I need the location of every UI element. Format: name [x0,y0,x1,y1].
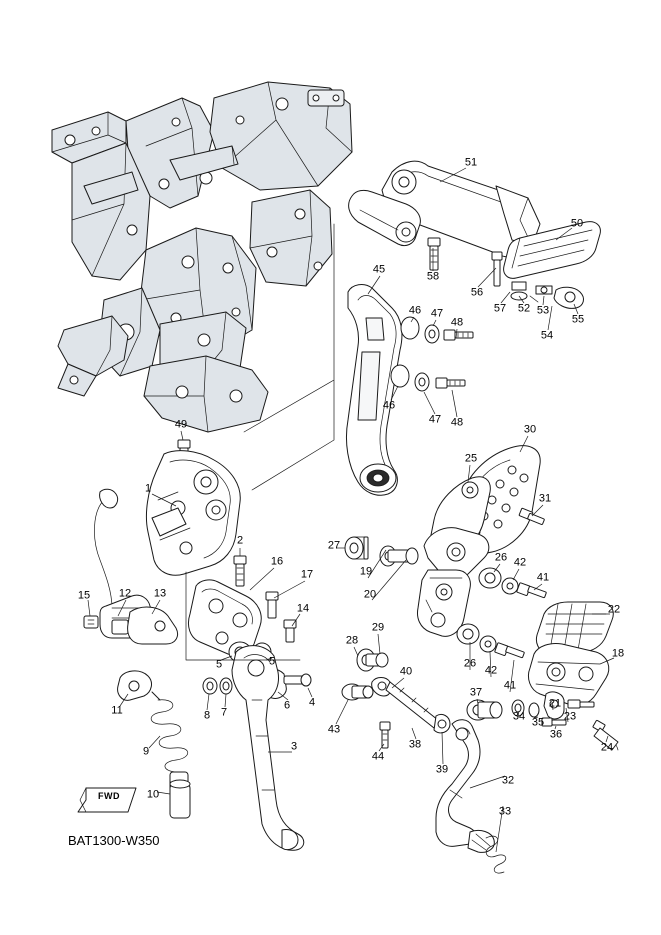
callout-number: 38 [408,738,422,751]
callout-number: 3 [290,740,298,753]
callout-number: 19 [359,565,373,578]
callout-number: 11 [111,704,123,717]
hardware-26-42-41-lower [457,624,524,658]
fwd-direction-label: FWD [98,791,120,801]
frame-assembly [52,82,352,432]
callout-number: 6 [283,699,291,712]
callout-number: 51 [464,156,478,169]
callout-number: 48 [450,416,464,429]
callout-number: 45 [372,263,386,276]
part-25-rider-bracket [418,477,491,637]
callout-number: 7 [220,706,228,719]
part-2-bolt [234,556,246,586]
callout-number: 5 [268,655,276,668]
callout-number: 17 [300,568,314,581]
callout-number: 14 [296,602,310,615]
callout-number: 24 [600,741,614,754]
callout-number: 46 [408,304,422,317]
callout-number: 36 [549,728,563,741]
callout-number: 40 [399,665,413,678]
callout-number: 41 [503,679,517,692]
callout-number: 57 [493,302,507,315]
callout-number: 10 [146,788,160,801]
callout-number: 9 [142,745,150,758]
part-45-bracket [346,285,401,496]
callout-number: 25 [464,452,478,465]
callout-number: 50 [570,217,584,230]
callout-number: 39 [435,763,449,776]
callout-number: 5 [215,658,223,671]
callout-number: 8 [203,709,211,722]
callout-number: 55 [571,313,585,326]
callout-number: 12 [118,587,132,600]
hardware-46-47-48-lower [391,365,465,391]
callout-number: 13 [153,587,167,600]
callout-number: 58 [426,270,440,283]
callout-number: 28 [345,634,359,647]
callout-number: 21 [548,697,562,710]
callout-number: 44 [371,750,385,763]
callout-number: 26 [494,551,508,564]
callout-number: 15 [77,589,91,602]
callout-number: 56 [470,286,484,299]
part-18-footrest-holder [528,643,618,750]
callout-number: 47 [430,307,444,320]
callout-number: 27 [327,539,341,552]
callout-number: 49 [174,418,188,431]
callout-number: 46 [382,399,396,412]
callout-number: 16 [270,555,284,568]
callout-number: 54 [540,329,554,342]
part-code-label: BAT1300-W350 [68,833,160,848]
callout-number: 33 [498,805,512,818]
callout-number: 48 [450,316,464,329]
callout-number: 35 [531,716,545,729]
callout-number: 42 [484,664,498,677]
callout-number: 31 [538,492,552,505]
callout-number: 32 [501,774,515,787]
brake-rod-assembly [342,678,450,749]
callout-number: 18 [611,647,625,660]
callout-number: 47 [428,413,442,426]
part-32-brake-pedal [436,720,506,873]
callout-number: 1 [144,482,152,495]
callout-number: 23 [563,710,577,723]
callout-number: 22 [607,603,621,616]
callout-number: 2 [236,534,244,547]
callout-number: 29 [371,621,385,634]
callout-number: 41 [536,571,550,584]
part-58-bolt [428,238,440,270]
callout-number: 30 [523,423,537,436]
callout-number: 53 [536,304,550,317]
callout-number: 37 [469,686,483,699]
callout-number: 26 [463,657,477,670]
callout-number: 52 [517,302,531,315]
callout-number: 43 [327,723,341,736]
callout-number: 42 [513,556,527,569]
callout-number: 4 [308,696,316,709]
part-10-rubber-stopper [170,780,190,818]
callout-number: 34 [512,710,526,723]
callout-number: 20 [363,588,377,601]
part-1-bracket-plate [146,451,240,576]
